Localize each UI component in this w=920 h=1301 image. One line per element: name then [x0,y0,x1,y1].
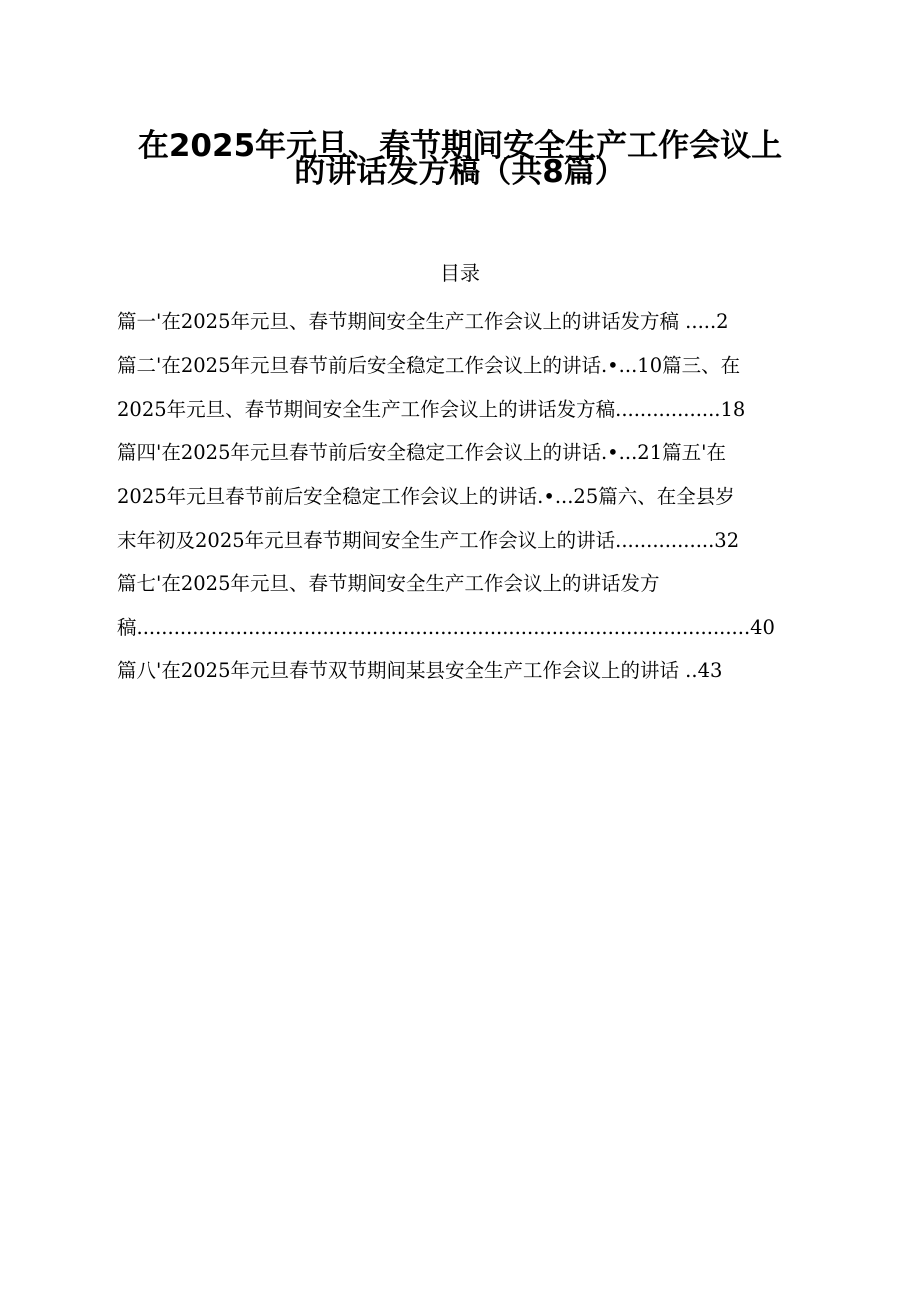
toc-entry-6[interactable]: 末年初及2025年元旦春节期间安全生产工作会议上的讲话................32 [117,529,740,552]
document-title-line-2: 的讲话发方稿（共8篇） [294,154,626,190]
toc-entry-5[interactable]: 2025年元旦春节前后安全稳定工作会议上的讲话.•...25篇六、在全县岁 [117,485,735,508]
toc-entry-3[interactable]: 2025年元旦、春节期间安全生产工作会议上的讲话发方稿.................18 [117,398,746,421]
toc-heading: 目录 [440,261,480,285]
toc-entry-1[interactable]: 篇一'在2025年元旦、春节期间安全生产工作会议上的讲话发方稿 .....2 [117,310,729,333]
toc-entry-4[interactable]: 篇四'在2025年元旦春节前后安全稳定工作会议上的讲话.•...21篇五'在 [117,441,726,464]
document-title-line-1: 在2025年元旦、春节期间安全生产工作会议上 [137,128,783,164]
toc-entry-2[interactable]: 篇二'在2025年元旦春节前后安全稳定工作会议上的讲话.•...10篇三、在 [117,354,741,377]
toc-entry-8[interactable]: 稿...................................................................................................40 [117,616,775,639]
toc-entry-9[interactable]: 篇八'在2025年元旦春节双节期间某县安全生产工作会议上的讲话 ..43 [117,659,723,682]
toc-entry-7[interactable]: 篇七'在2025年元旦、春节期间安全生产工作会议上的讲话发方 [117,572,660,595]
